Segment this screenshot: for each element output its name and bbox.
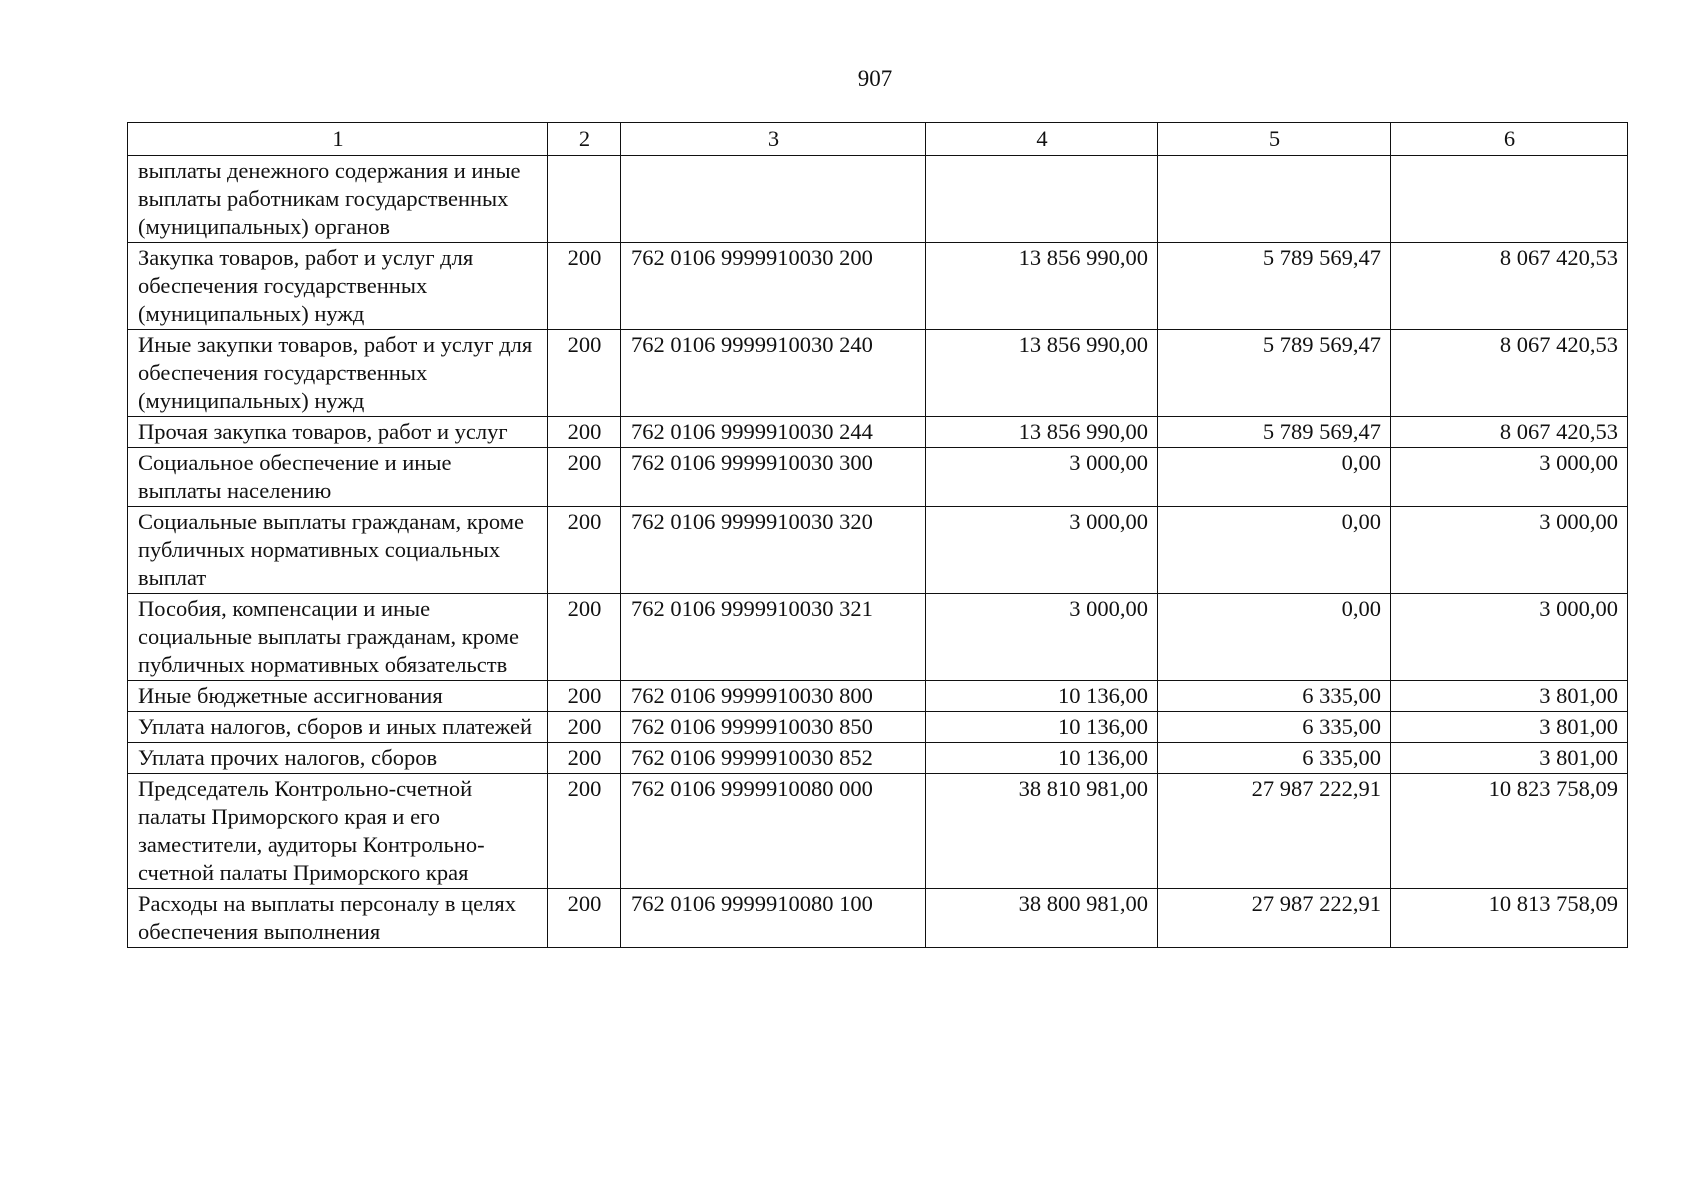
row-name: Уплата прочих налогов, сборов — [128, 743, 548, 774]
row-name: Расходы на выплаты персоналу в целях обеспечения выполнения — [128, 889, 548, 948]
row-classification: 762 0106 9999910030 800 — [621, 681, 926, 712]
table-row — [128, 681, 1628, 712]
table-row — [128, 243, 1628, 330]
column-header: 3 — [621, 123, 926, 156]
row-executed: 0,00 — [1158, 507, 1391, 594]
table-row — [128, 743, 1628, 774]
row-unexecuted: 8 067 420,53 — [1391, 330, 1628, 417]
table-row — [128, 156, 1628, 243]
row-unexecuted: 3 801,00 — [1391, 681, 1628, 712]
row-classification: 762 0106 9999910030 850 — [621, 712, 926, 743]
row-approved: 3 000,00 — [926, 448, 1158, 507]
row-code: 200 — [548, 774, 621, 889]
row-unexecuted: 3 801,00 — [1391, 712, 1628, 743]
row-executed — [1158, 156, 1391, 243]
row-approved: 13 856 990,00 — [926, 330, 1158, 417]
row-classification: 762 0106 9999910030 244 — [621, 417, 926, 448]
row-code: 200 — [548, 889, 621, 948]
page-number: 907 — [857, 66, 893, 91]
table-row — [128, 594, 1628, 681]
row-code: 200 — [548, 330, 621, 417]
row-code: 200 — [548, 681, 621, 712]
row-executed: 6 335,00 — [1158, 712, 1391, 743]
row-executed: 5 789 569,47 — [1158, 243, 1391, 330]
row-code: 200 — [548, 243, 621, 330]
row-unexecuted: 3 000,00 — [1391, 448, 1628, 507]
row-unexecuted: 3 801,00 — [1391, 743, 1628, 774]
row-approved — [926, 156, 1158, 243]
row-executed: 5 789 569,47 — [1158, 330, 1391, 417]
row-classification: 762 0106 9999910080 100 — [621, 889, 926, 948]
row-unexecuted: 3 000,00 — [1391, 594, 1628, 681]
table-row — [128, 507, 1628, 594]
row-executed: 0,00 — [1158, 594, 1391, 681]
row-approved: 38 810 981,00 — [926, 774, 1158, 889]
row-approved: 13 856 990,00 — [926, 417, 1158, 448]
row-name: выплаты денежного содержания и иные выплаты работникам государственных (муниципальных) органов — [128, 156, 548, 243]
row-code: 200 — [548, 417, 621, 448]
row-name: Иные бюджетные ассигнования — [128, 681, 548, 712]
table-row — [128, 712, 1628, 743]
table-row — [128, 330, 1628, 417]
column-header: 5 — [1158, 123, 1391, 156]
row-name: Иные закупки товаров, работ и услуг для обеспечения государственных (муниципальных) нужд — [128, 330, 548, 417]
row-code: 200 — [548, 594, 621, 681]
row-name: Социальное обеспечение и иные выплаты населению — [128, 448, 548, 507]
row-name: Председатель Контрольно-счетной палаты Приморского края и его заместители, аудиторы Контрольно-счетной палаты Приморского края — [128, 774, 548, 889]
row-classification: 762 0106 9999910080 000 — [621, 774, 926, 889]
row-code — [548, 156, 621, 243]
row-approved: 10 136,00 — [926, 712, 1158, 743]
row-unexecuted: 10 823 758,09 — [1391, 774, 1628, 889]
row-classification: 762 0106 9999910030 300 — [621, 448, 926, 507]
column-header: 6 — [1391, 123, 1628, 156]
table-row — [128, 774, 1628, 889]
row-name: Прочая закупка товаров, работ и услуг — [128, 417, 548, 448]
row-executed: 6 335,00 — [1158, 681, 1391, 712]
row-executed: 27 987 222,91 — [1158, 774, 1391, 889]
row-code: 200 — [548, 743, 621, 774]
column-header: 1 — [128, 123, 548, 156]
row-executed: 0,00 — [1158, 448, 1391, 507]
row-approved: 13 856 990,00 — [926, 243, 1158, 330]
row-code: 200 — [548, 448, 621, 507]
row-executed: 5 789 569,47 — [1158, 417, 1391, 448]
row-classification — [621, 156, 926, 243]
row-name: Закупка товаров, работ и услуг для обеспечения государственных (муниципальных) нужд — [128, 243, 548, 330]
table-header-row — [128, 123, 1628, 156]
row-approved: 10 136,00 — [926, 743, 1158, 774]
table-row — [128, 889, 1628, 948]
row-name: Социальные выплаты гражданам, кроме публичных нормативных социальных выплат — [128, 507, 548, 594]
row-unexecuted: 3 000,00 — [1391, 507, 1628, 594]
column-header: 2 — [548, 123, 621, 156]
row-classification: 762 0106 9999910030 320 — [621, 507, 926, 594]
row-classification: 762 0106 9999910030 240 — [621, 330, 926, 417]
row-name: Пособия, компенсации и иные социальные выплаты гражданам, кроме публичных нормативных обязательств — [128, 594, 548, 681]
row-classification: 762 0106 9999910030 200 — [621, 243, 926, 330]
row-executed: 27 987 222,91 — [1158, 889, 1391, 948]
row-approved: 38 800 981,00 — [926, 889, 1158, 948]
row-name: Уплата налогов, сборов и иных платежей — [128, 712, 548, 743]
row-approved: 3 000,00 — [926, 507, 1158, 594]
row-classification: 762 0106 9999910030 321 — [621, 594, 926, 681]
row-approved: 10 136,00 — [926, 681, 1158, 712]
row-approved: 3 000,00 — [926, 594, 1158, 681]
table-row — [128, 417, 1628, 448]
row-unexecuted: 8 067 420,53 — [1391, 417, 1628, 448]
row-classification: 762 0106 9999910030 852 — [621, 743, 926, 774]
row-code: 200 — [548, 507, 621, 594]
row-unexecuted: 10 813 758,09 — [1391, 889, 1628, 948]
row-unexecuted — [1391, 156, 1628, 243]
budget-execution-table — [127, 122, 1628, 948]
table-row — [128, 448, 1628, 507]
row-code: 200 — [548, 712, 621, 743]
column-header: 4 — [926, 123, 1158, 156]
row-unexecuted: 8 067 420,53 — [1391, 243, 1628, 330]
row-executed: 6 335,00 — [1158, 743, 1391, 774]
